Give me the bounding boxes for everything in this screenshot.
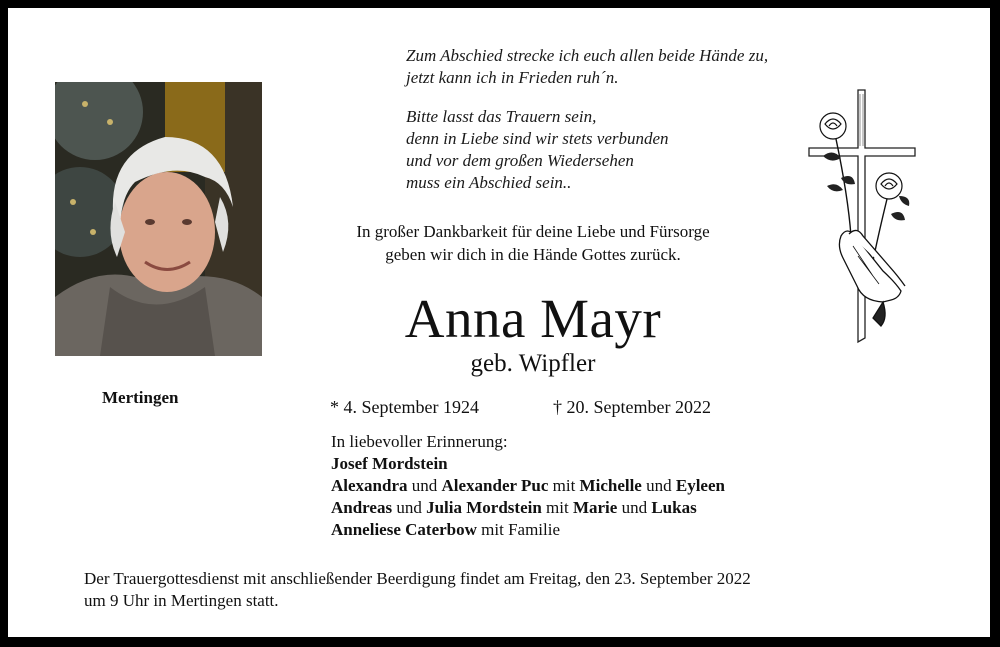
- mourner-line: [331, 497, 725, 519]
- service-line: um 9 Uhr in Mertingen statt.: [84, 591, 279, 610]
- mourner-name: Julia Mordstein: [426, 498, 542, 517]
- thanks-line: In großer Dankbarkeit für deine Liebe und Fürsorge: [356, 222, 710, 241]
- poem-line: Zum Abschied strecke ich euch allen beide Hände zu,: [406, 46, 769, 65]
- mourner-line: [331, 453, 725, 475]
- birth-name: geb. Wipfler: [470, 350, 596, 377]
- cross-roses-praying-hands-icon: [803, 86, 923, 348]
- poem-line: jetzt kann ich in Frieden ruh´n.: [406, 68, 619, 87]
- poem-stanza-1: [406, 45, 768, 89]
- place-label: Mertingen: [102, 388, 179, 407]
- mourner-name: Michelle: [579, 476, 642, 495]
- mourner-name: Josef Mordstein: [331, 454, 448, 473]
- connector-text: mit: [546, 498, 569, 517]
- connector-text: mit Familie: [481, 520, 561, 539]
- mourner-line: [331, 475, 725, 497]
- connector-text: mit: [552, 476, 576, 495]
- portrait-photo: [55, 82, 262, 356]
- death-date: † 20. September 2022: [553, 397, 711, 417]
- service-line: Der Trauergottesdienst mit anschließender Beerdigung findet am Freitag, den 23. September 2022: [84, 569, 751, 588]
- thanks-text: [298, 220, 768, 266]
- poem-line: Bitte lasst das Trauern sein,: [406, 107, 597, 126]
- mourner-name: Lukas: [651, 498, 697, 517]
- connector-text: und: [396, 498, 422, 517]
- mourner-name: Eyleen: [675, 476, 725, 495]
- obituary-card: [8, 8, 990, 637]
- service-info: [84, 568, 751, 612]
- poem-line: und vor dem großen Wiedersehen: [406, 151, 634, 170]
- poem-stanza-2: [406, 106, 669, 194]
- connector-text: und: [411, 476, 438, 495]
- connector-text: und: [646, 476, 672, 495]
- deceased-name: Anna Mayr: [404, 288, 662, 349]
- mourner-name: Alexander Puc: [441, 476, 549, 495]
- poem-line: muss ein Abschied sein..: [406, 173, 572, 192]
- poem-line: denn in Liebe sind wir stets verbunden: [406, 129, 669, 148]
- mourner-line: [331, 519, 725, 541]
- memory-intro: In liebevoller Erinnerung:: [331, 432, 508, 451]
- connector-text: und: [621, 498, 648, 517]
- mourner-name: Anneliese Caterbow: [331, 520, 477, 539]
- birth-date: * 4. September 1924: [330, 397, 479, 417]
- mourners-list: [331, 431, 725, 541]
- mourner-name: Andreas: [331, 498, 393, 517]
- mourner-name: Alexandra: [331, 476, 408, 495]
- mourner-name: Marie: [572, 498, 618, 517]
- thanks-line: geben wir dich in die Hände Gottes zurück.: [385, 245, 681, 264]
